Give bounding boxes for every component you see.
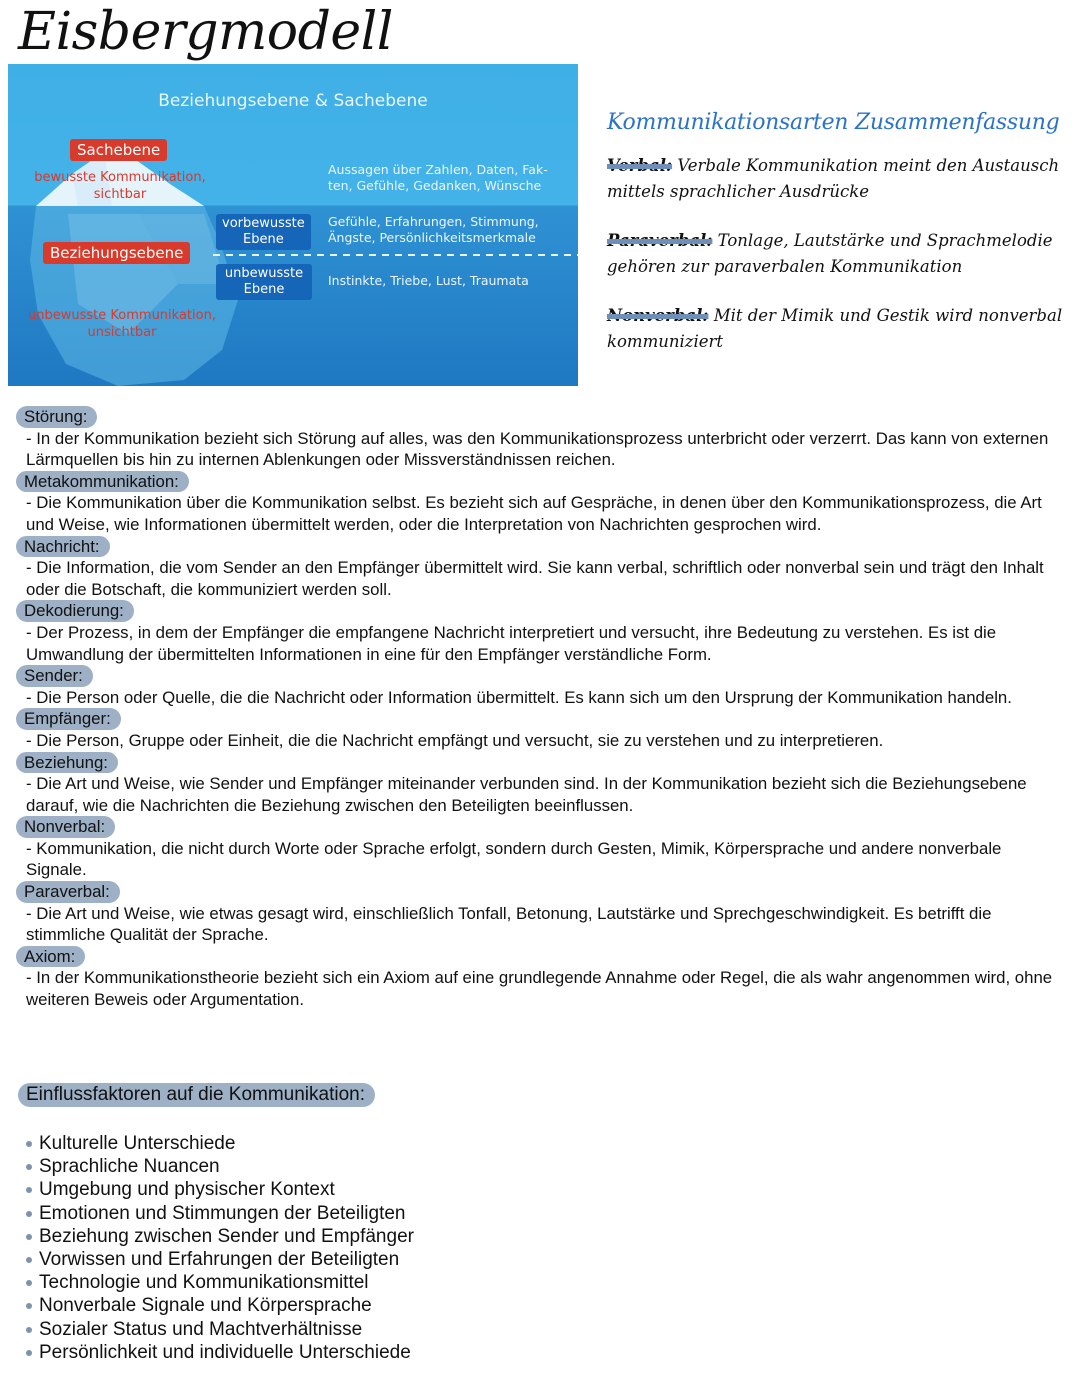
- glossary-entry: [18, 471, 1058, 536]
- unconscious-level-tag: [216, 264, 312, 300]
- unconscious-line-2: unsichtbar: [87, 325, 157, 340]
- summary-item-nonverbal: [607, 303, 1067, 355]
- glossary-entry: [18, 752, 1058, 817]
- glossary-term: Metakommunikation:: [16, 471, 189, 493]
- glossary-definition: - Die Person oder Quelle, die die Nachricht oder Information übermittelt. Es kann sich um den Ursprung der Kommunikation handeln.: [26, 687, 1012, 707]
- glossary-entry: [18, 665, 1058, 708]
- list-item: Beziehung zwischen Sender und Empfänger: [26, 1225, 414, 1248]
- preconscious-desc-line-2: Ängste, Persönlichkeitsmerkmale: [328, 230, 536, 245]
- conscious-line-2: sichtbar: [93, 187, 147, 202]
- summary-term: Nonverbal:: [607, 306, 709, 325]
- glossary-term: Dekodierung:: [16, 600, 134, 622]
- diagram-title: Beziehungsebene & Sachebene: [158, 91, 428, 111]
- communication-types-summary: [607, 110, 1067, 378]
- glossary-entry: [18, 406, 1058, 471]
- factors-list: [26, 1132, 414, 1364]
- summary-title: Kommunikationsarten Zusammenfassung: [607, 110, 1060, 135]
- glossary-entry: [18, 881, 1058, 946]
- summary-term: Verbal:: [607, 156, 673, 175]
- glossary: [18, 406, 1058, 1011]
- unconscious-level-line-1: unbewusste: [224, 266, 304, 281]
- glossary-term: Störung:: [16, 406, 97, 428]
- conscious-line-1: bewusste Kommunikation,: [34, 170, 206, 185]
- glossary-definition: - Der Prozess, in dem der Empfänger die empfangene Nachricht interpretiert und versucht, ihre Bedeutung zu verstehen. Es ist die Umwandlung der übermittelten Informationen in eine für den Empfänger verständliche Form.: [26, 622, 997, 664]
- sachebene-tag: Sachebene: [70, 139, 167, 161]
- glossary-term: Nachricht:: [16, 536, 110, 558]
- summary-text: Tonlage, Lautstärke und Sprachmelodie gehören zur paraverbalen Kommunikation: [607, 231, 1053, 276]
- preconscious-level-tag: [216, 214, 311, 250]
- factors-heading: Einflussfaktoren auf die Kommunikation:: [18, 1083, 375, 1107]
- list-item: Sozialer Status und Machtverhältnisse: [26, 1318, 414, 1341]
- glossary-term: Empfänger:: [16, 708, 121, 730]
- glossary-term: Paraverbal:: [16, 881, 120, 903]
- unconscious-line-1: unbewusste Kommunikation,: [28, 308, 216, 323]
- list-item: Technologie und Kommunikationsmittel: [26, 1271, 414, 1294]
- glossary-entry: [18, 536, 1058, 601]
- conscious-label: [22, 169, 218, 203]
- iceberg-diagram: [8, 64, 578, 386]
- list-item: Kulturelle Unterschiede: [26, 1132, 414, 1155]
- preconscious-line-1: vorbewusste: [222, 216, 305, 231]
- glossary-definition: - Die Art und Weise, wie Sender und Empfänger miteinander verbunden sind. In der Kommunikation bezieht sich die Beziehungsebene darauf, wie die Nachrichten die Beziehung zwischen den Beteiligten beeinflussen.: [26, 774, 1027, 815]
- glossary-definition: - Die Art und Weise, wie etwas gesagt wird, einschließlich Tonfall, Betonung, Lautstärke und Sprechgeschwindigkeit. Es betrifft die stimmliche Qualität der Sprache.: [26, 903, 992, 945]
- glossary-entry: [18, 816, 1058, 881]
- unconscious-label: [20, 307, 224, 341]
- glossary-term: Axiom:: [16, 946, 85, 968]
- glossary-definition: - In der Kommunikation bezieht sich Störung auf alles, was den Kommunikationsprozess unterbricht oder verzerrt. Das kann von externen Lärmquellen bis hin zu internen Ablenkungen oder Missverständnissen reichen.: [26, 428, 1049, 470]
- list-item: Persönlichkeit und individuelle Unterschiede: [26, 1341, 414, 1364]
- preconscious-desc-line-1: Gefühle, Erfahrungen, Stimmung,: [328, 214, 539, 229]
- glossary-term: Beziehung:: [16, 752, 118, 774]
- page-title: Eisbergmodell: [18, 2, 393, 62]
- glossary-definition: - Die Information, die vom Sender an den Empfänger übermittelt wird. Sie kann verbal, schriftlich oder nonverbal sein und trägt den Inhalt oder die Botschaft, die kommuniziert werden soll.: [26, 558, 1044, 599]
- summary-text: Verbale Kommunikation meint den Austausch mittels sprachlicher Ausdrücke: [607, 156, 1060, 201]
- beziehungsebene-tag: Beziehungsebene: [43, 242, 190, 264]
- glossary-entry: [18, 600, 1058, 665]
- list-item: Umgebung und physischer Kontext: [26, 1178, 414, 1201]
- glossary-definition: - Kommunikation, die nicht durch Worte oder Sprache erfolgt, sondern durch Gesten, Mimik, Körpersprache und andere nonverbale Signale.: [26, 838, 1002, 880]
- glossary-term: Sender:: [16, 665, 93, 687]
- fact-desc-line-1: Aussagen über Zahlen, Daten, Fak-: [328, 162, 548, 177]
- preconscious-description: [328, 214, 539, 246]
- list-item: Vorwissen und Erfahrungen der Beteiligten: [26, 1248, 414, 1271]
- glossary-definition: - Die Person, Gruppe oder Einheit, die die Nachricht empfängt und versucht, sie zu verstehen und zu interpretieren.: [26, 730, 884, 750]
- summary-term: Paraverbal:: [607, 231, 713, 250]
- list-item: Sprachliche Nuancen: [26, 1155, 414, 1178]
- list-item: Emotionen und Stimmungen der Beteiligten: [26, 1202, 414, 1225]
- glossary-entry: [18, 708, 1058, 751]
- summary-item-verbal: [607, 153, 1067, 205]
- glossary-definition: - Die Kommunikation über die Kommunikation selbst. Es bezieht sich auf Gespräche, in denen über den Kommunikationsprozess, die Art und Weise, wie Informationen übermittelt werden, oder die Interpretation von Nachrichten gesprochen wird.: [26, 493, 1042, 534]
- summary-text: Mit der Mimik und Gestik wird nonverbal kommuniziert: [607, 306, 1063, 351]
- fact-desc-line-2: ten, Gefühle, Gedanken, Wünsche: [328, 178, 542, 193]
- fact-level-description: [328, 162, 548, 194]
- summary-item-paraverbal: [607, 228, 1067, 280]
- preconscious-line-2: Ebene: [243, 232, 284, 247]
- unconscious-level-line-2: Ebene: [243, 282, 285, 297]
- glossary-term: Nonverbal:: [16, 816, 115, 838]
- glossary-definition: - In der Kommunikationstheorie bezieht sich ein Axiom auf eine grundlegende Annahme oder Regel, die als wahr angenommen wird, ohne weiteren Beweis oder Argumentation.: [26, 968, 1053, 1010]
- list-item: Nonverbale Signale und Körpersprache: [26, 1294, 414, 1317]
- unconscious-description: Instinkte, Triebe, Lust, Traumata: [328, 273, 529, 288]
- glossary-entry: [18, 946, 1058, 1011]
